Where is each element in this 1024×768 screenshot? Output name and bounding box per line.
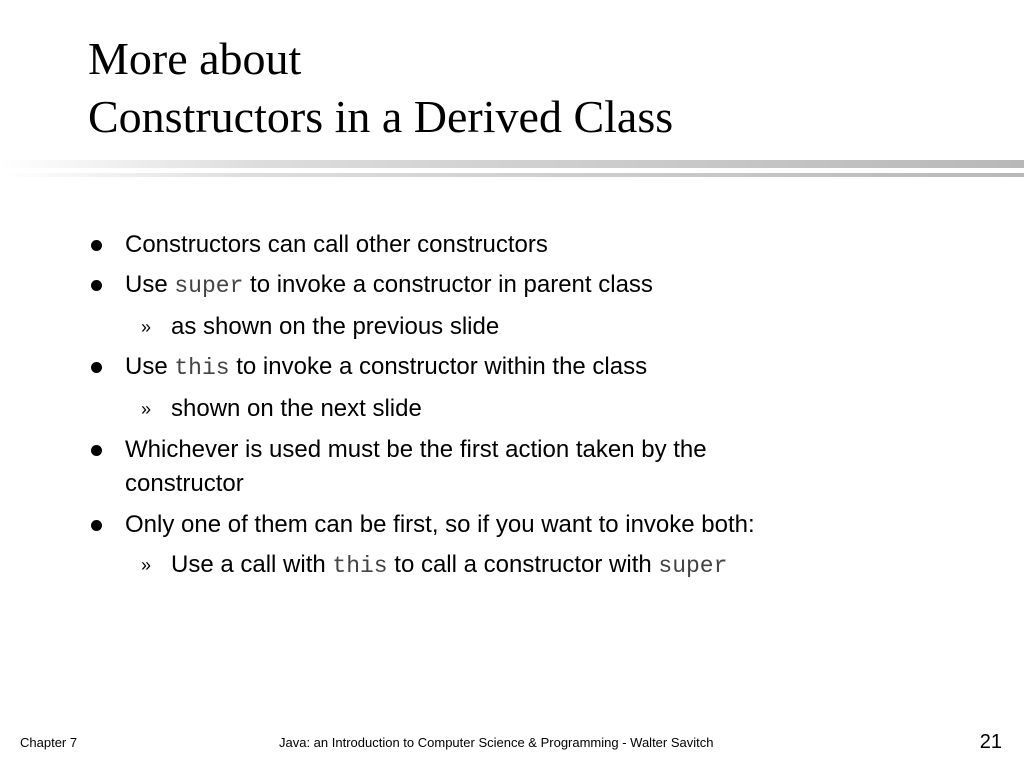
sub-bullet-text: as shown on the previous slide: [171, 313, 500, 340]
sub-bullet-marker-icon: »: [141, 399, 152, 419]
sub-bullet-text: to call a constructor with: [387, 551, 659, 578]
bullet-item: [125, 350, 647, 385]
footer-course-title: Java: an Introduction to Computer Science & Programming - Walter Savitch: [279, 735, 714, 750]
code-keyword: super: [174, 273, 244, 299]
bullet-dot-icon: [91, 520, 102, 531]
code-keyword: this: [174, 355, 230, 381]
bullet-text: Use: [125, 353, 175, 380]
footer-chapter: Chapter 7: [20, 735, 78, 750]
bullet-dot-icon: [91, 240, 102, 251]
bullet-item: [125, 433, 707, 467]
bullet-text: Use: [125, 271, 175, 298]
bullet-continuation: [125, 467, 244, 501]
bullet-text: Whichever is used must be the first action taken by the: [125, 436, 707, 463]
sub-bullet-item: [141, 548, 728, 583]
bullet-dot-icon: [91, 445, 102, 456]
bullet-item: [125, 228, 548, 262]
title-divider-thick: [0, 160, 1024, 168]
bullet-text: to invoke a constructor within the class: [229, 353, 648, 380]
slide-title: [88, 30, 673, 146]
sub-bullet-text: Use a call with: [171, 551, 333, 578]
bullet-item: [125, 268, 653, 303]
code-keyword: super: [658, 553, 728, 579]
bullet-text: constructor: [125, 470, 244, 497]
bullet-dot-icon: [91, 362, 102, 373]
bullet-dot-icon: [91, 280, 102, 291]
sub-bullet-marker-icon: »: [141, 317, 152, 337]
sub-bullet-text: shown on the next slide: [171, 395, 422, 422]
bullet-text: to invoke a constructor in parent class: [243, 271, 653, 298]
code-keyword: this: [332, 553, 388, 579]
sub-bullet-item: [141, 310, 500, 344]
bullet-item: [125, 508, 755, 542]
slide-title-line-2: Constructors in a Derived Class: [88, 91, 674, 142]
footer-page-number: 21: [979, 731, 1002, 753]
bullet-text: Only one of them can be first, so if you want to invoke both:: [125, 511, 755, 538]
title-divider-thin: [0, 173, 1024, 177]
bullet-text: Constructors can call other constructors: [125, 231, 548, 258]
sub-bullet-item: [141, 392, 422, 426]
sub-bullet-marker-icon: »: [141, 555, 152, 575]
slide-title-line-1: More about: [88, 33, 302, 84]
